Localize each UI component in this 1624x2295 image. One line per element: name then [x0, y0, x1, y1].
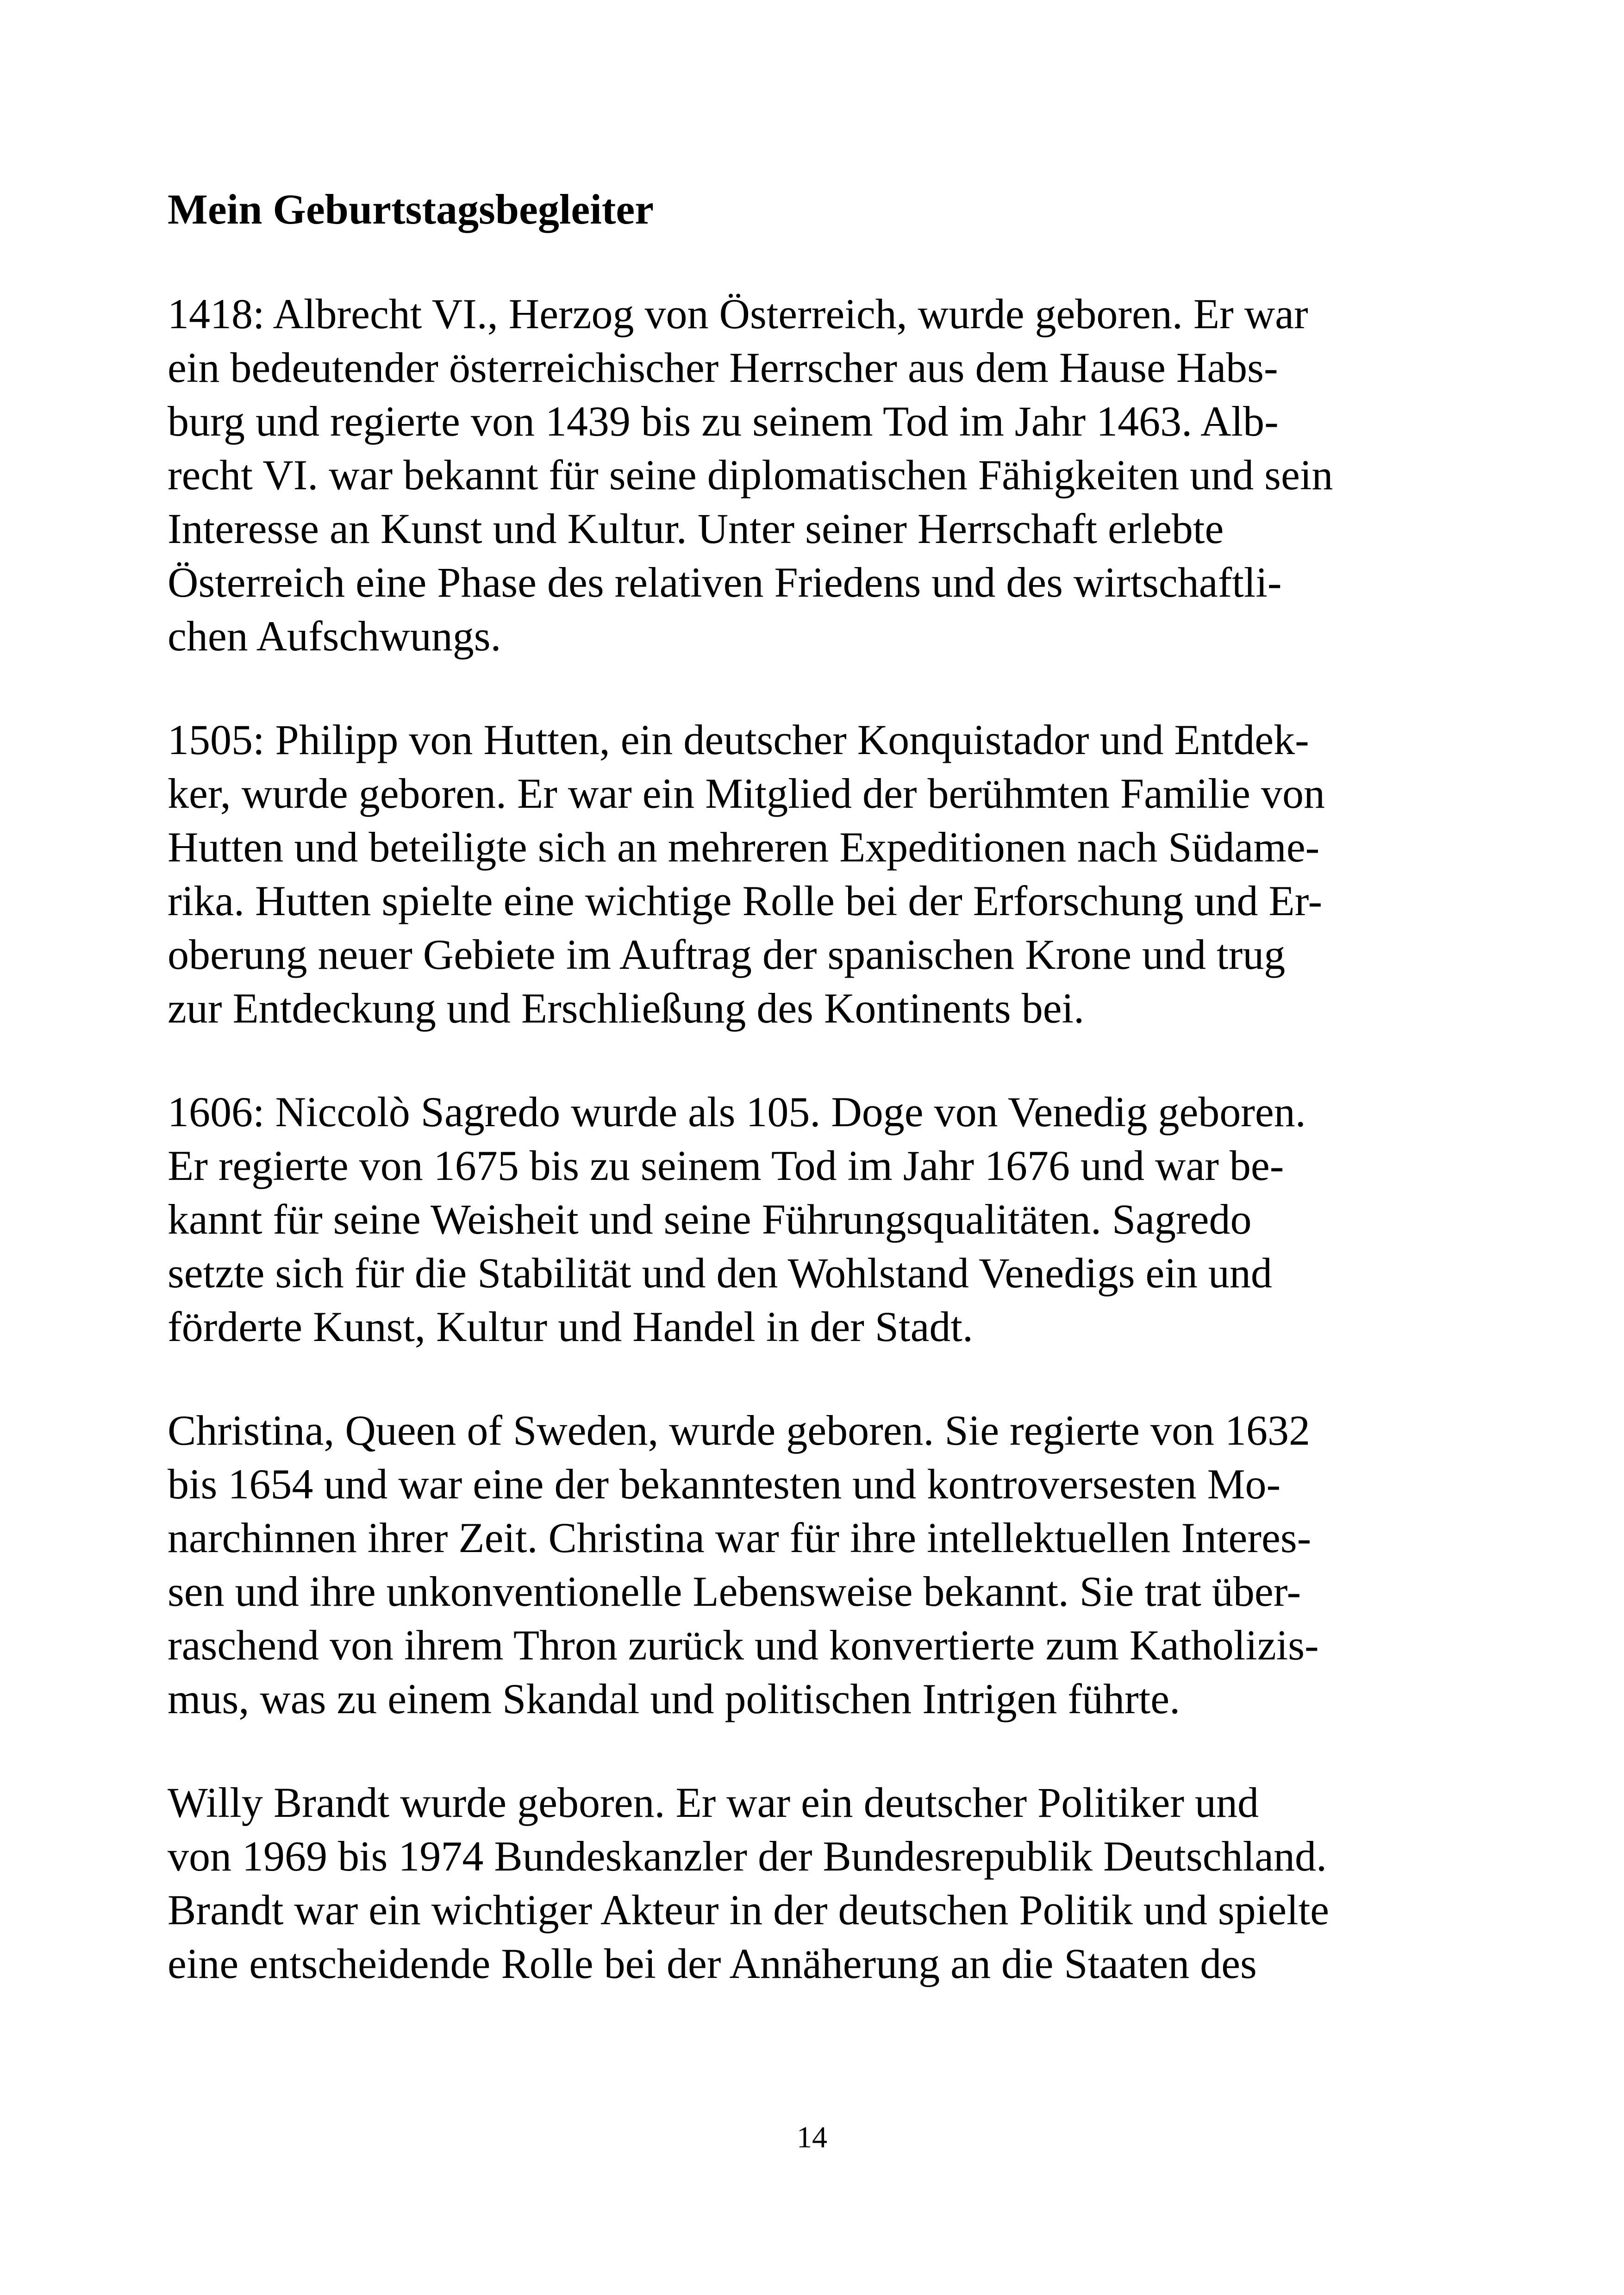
text-line: kannt für seine Weisheit und seine Führungsqualitäten. Sagredo — [168, 1196, 1252, 1243]
text-line: Österreich eine Phase des relativen Friedens und des wirtschaftli- — [168, 559, 1282, 606]
text-line: recht VI. war bekannt für seine diplomatischen Fähigkeiten und sein — [168, 451, 1333, 499]
text-line: narchinnen ihrer Zeit. Christina war für ihre intellektuellen Interes- — [168, 1514, 1312, 1561]
text-line: Christina, Queen of Sweden, wurde geboren. Sie regierte von 1632 — [168, 1407, 1311, 1454]
text-line: Brandt war ein wichtiger Akteur in der deutschen Politik und spielte — [168, 1886, 1329, 1933]
text-line: zur Entdeckung und Erschließung des Kontinents bei. — [168, 985, 1085, 1032]
text-line: förderte Kunst, Kultur und Handel in der Stadt. — [168, 1303, 973, 1350]
paragraph-brandt — [168, 1776, 1459, 1990]
text-line: oberung neuer Gebiete im Auftrag der spanischen Krone und trug — [168, 931, 1286, 978]
text-line: mus, was zu einem Skandal und politischen Intrigen führte. — [168, 1675, 1181, 1722]
text-line: Hutten und beteiligte sich an mehreren Expeditionen nach Südame- — [168, 823, 1320, 871]
text-line: setzte sich für die Stabilität und den Wohlstand Venedigs ein und — [168, 1249, 1272, 1297]
text-line: sen und ihre unkonventionelle Lebensweise bekannt. Sie trat über- — [168, 1568, 1301, 1615]
page-content — [168, 181, 1459, 2040]
page-title: Mein Geburtstagsbegleiter — [168, 186, 654, 233]
paragraph-sagredo — [168, 1085, 1459, 1353]
text-line: ker, wurde geboren. Er war ein Mitglied der berühmten Familie von — [168, 770, 1325, 817]
text-line: von 1969 bis 1974 Bundeskanzler der Bundesrepublik Deutschland. — [168, 1833, 1327, 1880]
text-line: Interesse an Kunst und Kultur. Unter seiner Herrschaft erlebte — [168, 505, 1224, 552]
text-line: Willy Brandt wurde geboren. Er war ein deutscher Politiker und — [168, 1779, 1259, 1826]
text-line: eine entscheidende Rolle bei der Annäherung an die Staaten des — [168, 1940, 1257, 1987]
text-line: raschend von ihrem Thron zurück und konvertierte zum Katholizis- — [168, 1621, 1319, 1669]
text-line: ein bedeutender österreichischer Herrscher aus dem Hause Habs- — [168, 344, 1278, 391]
text-line: 1418: Albrecht VI., Herzog von Österreich, wurde geboren. Er war — [168, 290, 1308, 337]
text-line: 1606: Niccolò Sagredo wurde als 105. Doge von Venedig geboren. — [168, 1088, 1306, 1135]
text-line: 1505: Philipp von Hutten, ein deutscher Konquistador und Entdek- — [168, 716, 1309, 763]
paragraph-christina — [168, 1403, 1459, 1726]
text-line: bis 1654 und war eine der bekanntesten und kontroversesten Mo- — [168, 1460, 1281, 1508]
text-line: rika. Hutten spielte eine wichtige Rolle bei der Erforschung und Er- — [168, 877, 1323, 924]
page-number: 14 — [797, 2120, 827, 2154]
paragraph-hutten — [168, 713, 1459, 1035]
text-line: burg und regierte von 1439 bis zu seinem Tod im Jahr 1463. Alb- — [168, 398, 1279, 445]
text-line: Er regierte von 1675 bis zu seinem Tod im Jahr 1676 und war be- — [168, 1142, 1284, 1189]
paragraph-albrecht — [168, 287, 1459, 663]
text-line: chen Aufschwungs. — [168, 612, 501, 660]
